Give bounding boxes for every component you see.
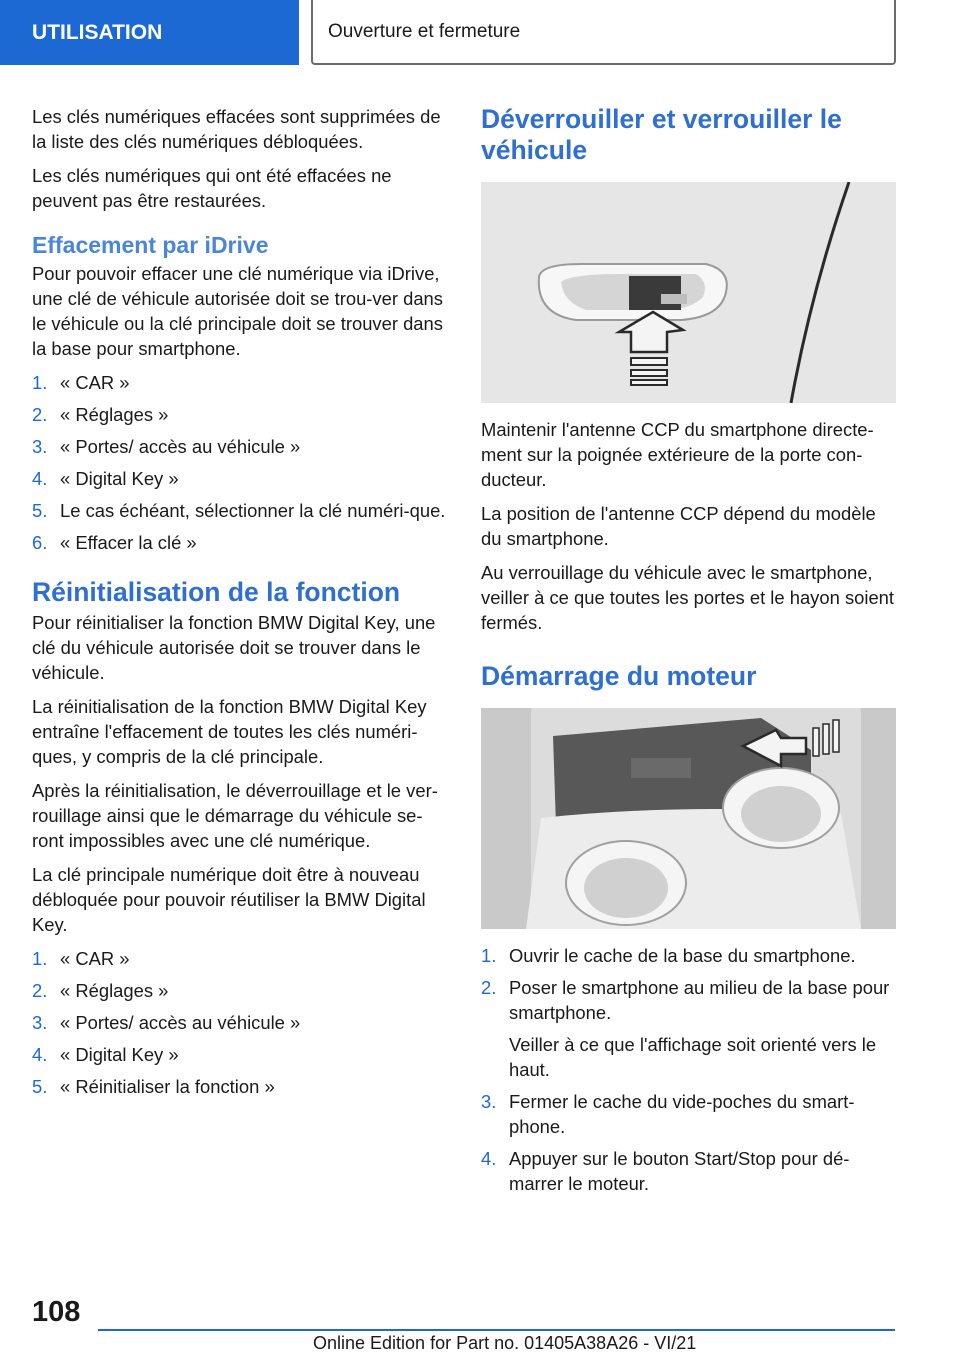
list-item: [481, 975, 899, 1082]
list-item: [481, 1146, 899, 1196]
step-number: 4.: [32, 1044, 48, 1065]
paragraph: La position de l'antenne CCP dépend du modèle du smartphone.: [481, 503, 876, 549]
step-number: 3.: [32, 436, 48, 457]
list-item: [32, 1042, 450, 1067]
paragraph: Pour réinitialiser la fonction BMW Digital Key, une clé du véhicule autorisée doit se trouver dans le véhicule.: [32, 612, 436, 683]
subsection-title: Ouverture et fermeture: [328, 20, 521, 42]
step-number: 1.: [32, 372, 48, 393]
step-text: Le cas échéant, sélectionner la clé numéri‐que.: [60, 500, 446, 521]
paragraph: La clé principale numérique doit être à nouveau débloquée pour pouvoir réutiliser la BMW Digital Key.: [32, 864, 426, 935]
edition-note: Online Edition for Part no. 01405A38A26 - VI/21: [313, 1333, 697, 1353]
paragraph: Les clés numériques qui ont été effacées ne peuvent pas être restaurées.: [32, 165, 392, 211]
heading-reset: Réinitialisation de la fonction: [32, 577, 401, 607]
heading-lock-unlock: Déverrouiller et verrouiller le véhicule: [481, 104, 842, 165]
heading-engine-start: Démarrage du moteur: [481, 661, 757, 691]
list-item: [32, 946, 450, 971]
steps-list-reset: [32, 946, 450, 1099]
step-text: Appuyer sur le bouton Start/Stop pour dé‐marrer le moteur.: [509, 1148, 850, 1194]
step-text: Poser le smartphone au milieu de la base pour smartphone.: [509, 977, 890, 1023]
section-title: UTILISATION: [32, 20, 163, 44]
step-text: « Portes/ accès au véhicule »: [60, 1012, 301, 1033]
right-column: [481, 104, 899, 1206]
step-text: « Réglages »: [60, 980, 169, 1001]
subsection-header: [311, 0, 896, 65]
list-item: [32, 370, 450, 395]
section-tab: [0, 0, 299, 65]
paragraph: Au verrouillage du véhicule avec le smartphone, veiller à ce que toutes les portes et le hayon soient fermés.: [481, 562, 895, 633]
step-number: 5.: [32, 1076, 48, 1097]
heading-idrive: Effacement par iDrive: [32, 232, 269, 258]
paragraph: La réinitialisation de la fonction BMW Digital Key entraîne l'effacement de toutes les clés numéri‐ques, y compris de la clé principale.: [32, 696, 427, 767]
footer-divider: [98, 1329, 895, 1331]
step-number: 1.: [481, 945, 497, 966]
step-number: 1.: [32, 948, 48, 969]
step-text: « Digital Key »: [60, 1044, 179, 1065]
door-handle-illustration: [481, 182, 896, 403]
step-text: « Réinitialiser la fonction »: [60, 1076, 275, 1097]
list-item: [32, 498, 450, 523]
step-text: « CAR »: [60, 948, 130, 969]
list-item: [32, 530, 450, 555]
paragraph: Les clés numériques effacées sont supprimées de la liste des clés numériques débloquées.: [32, 106, 441, 152]
steps-list-engine: [481, 943, 899, 1196]
list-item: [481, 1089, 899, 1139]
step-note: Veiller à ce que l'affichage soit orienté vers le haut.: [509, 1034, 877, 1080]
smartphone-tray-drawing: [481, 708, 896, 929]
page-number: 108: [32, 1296, 81, 1328]
list-item: [32, 978, 450, 1003]
step-number: 5.: [32, 500, 48, 521]
list-item: [32, 434, 450, 459]
step-number: 2.: [32, 980, 48, 1001]
door-handle-drawing: [481, 182, 896, 403]
step-number: 3.: [481, 1091, 497, 1112]
list-item: [481, 943, 899, 968]
paragraph: Pour pouvoir effacer une clé numérique via iDrive, une clé de véhicule autorisée doit se trou‐ver dans le véhicule ou la clé principale doit se trouver dans la base pour smartphone.: [32, 263, 443, 359]
left-column: [32, 104, 450, 1109]
step-number: 2.: [32, 404, 48, 425]
step-number: 2.: [481, 977, 497, 998]
step-text: « Réglages »: [60, 404, 169, 425]
step-text: Ouvrir le cache de la base du smartphone.: [509, 945, 856, 966]
steps-list-idrive: [32, 370, 450, 555]
step-number: 4.: [481, 1148, 497, 1169]
list-item: [32, 1074, 450, 1099]
step-number: 6.: [32, 532, 48, 553]
step-text: « Digital Key »: [60, 468, 179, 489]
step-text: « CAR »: [60, 372, 130, 393]
paragraph: Maintenir l'antenne CCP du smartphone directe‐ment sur la poignée extérieure de la porte con‐ducteur.: [481, 419, 874, 490]
list-item: [32, 402, 450, 427]
step-number: 4.: [32, 468, 48, 489]
step-text: « Portes/ accès au véhicule »: [60, 436, 301, 457]
step-number: 3.: [32, 1012, 48, 1033]
smartphone-tray-illustration: [481, 708, 896, 929]
list-item: [32, 1010, 450, 1035]
step-text: « Effacer la clé »: [60, 532, 197, 553]
list-item: [32, 466, 450, 491]
paragraph: Après la réinitialisation, le déverrouillage et le ver‐rouillage ainsi que le démarrage du véhicule se‐ront impossibles avec une clé numérique.: [32, 780, 438, 851]
step-text: Fermer le cache du vide-poches du smart‐phone.: [509, 1091, 855, 1137]
